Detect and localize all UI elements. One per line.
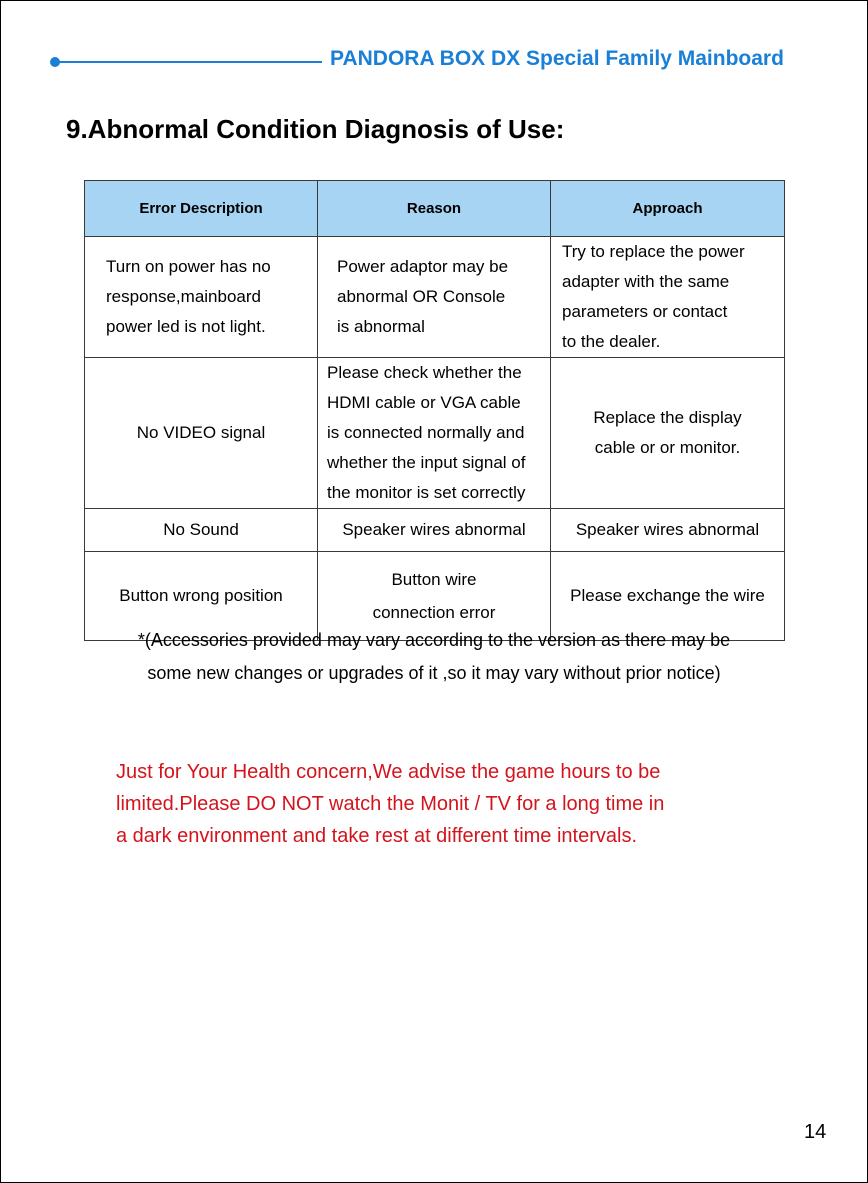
table-row <box>85 358 785 509</box>
cell-line: abnormal OR Console <box>337 287 506 306</box>
column-header-error: Error Description <box>85 181 318 237</box>
reason-cell <box>318 237 551 358</box>
cell-line: Power adaptor may be <box>337 257 509 276</box>
column-header-approach: Approach <box>551 181 785 237</box>
cell-line: Button wire <box>391 570 477 589</box>
column-header-reason: Reason <box>318 181 551 237</box>
health-warning <box>116 756 816 852</box>
error-cell <box>85 358 318 509</box>
cell-line: Try to replace the power <box>562 242 745 261</box>
warning-line: limited.Please DO NOT watch the Monit / TV for a long time in <box>116 793 665 815</box>
table-header-row <box>85 181 785 237</box>
cell-line: is connected normally and <box>327 423 525 442</box>
cell-line: connection error <box>372 603 496 622</box>
cell-line: HDMI cable or VGA cable <box>327 393 521 412</box>
cell-line: Turn on power has no <box>106 257 271 276</box>
diagnosis-table <box>84 180 785 641</box>
cell-line: cable or or monitor. <box>594 438 741 457</box>
cell-line: parameters or contact <box>562 302 728 321</box>
header-rule <box>58 61 322 63</box>
warning-line: a dark environment and take rest at different time intervals. <box>116 825 638 847</box>
reason-cell <box>318 509 551 552</box>
error-cell <box>85 237 318 358</box>
note-line: some new changes or upgrades of it ,so it may vary without prior notice) <box>147 663 721 683</box>
cell-line: Please check whether the <box>327 363 522 382</box>
page-number: 14 <box>804 1121 827 1143</box>
cell-line: power led is not light. <box>106 317 266 336</box>
cell-line: No Sound <box>163 520 239 539</box>
cell-line: Speaker wires abnormal <box>342 520 526 539</box>
accessories-note <box>0 624 868 690</box>
cell-line: Speaker wires abnormal <box>575 520 760 539</box>
table-row <box>85 237 785 358</box>
warning-line: Just for Your Health concern,We advise the game hours to be <box>116 761 661 783</box>
error-cell <box>85 509 318 552</box>
reason-cell <box>318 358 551 509</box>
cell-line: response,mainboard <box>106 287 261 306</box>
cell-line: whether the input signal of <box>327 453 526 472</box>
cell-line: is abnormal <box>337 317 425 336</box>
cell-line: Please exchange the wire <box>570 586 765 605</box>
approach-cell <box>551 509 785 552</box>
cell-line: No VIDEO signal <box>136 423 266 442</box>
cell-line: adapter with the same <box>562 272 730 291</box>
section-title: 9.Abnormal Condition Diagnosis of Use: <box>66 114 565 144</box>
note-line: *(Accessories provided may vary according to the version as there may be <box>137 630 731 650</box>
approach-cell <box>551 358 785 509</box>
cell-line: Button wrong position <box>119 586 283 605</box>
cell-line: the monitor is set correctly <box>327 483 526 502</box>
cell-line: Replace the display <box>593 408 742 427</box>
header-title: PANDORA BOX DX Special Family Mainboard <box>330 47 784 70</box>
table-row <box>85 509 785 552</box>
approach-cell <box>551 237 785 358</box>
cell-line: to the dealer. <box>562 332 661 351</box>
